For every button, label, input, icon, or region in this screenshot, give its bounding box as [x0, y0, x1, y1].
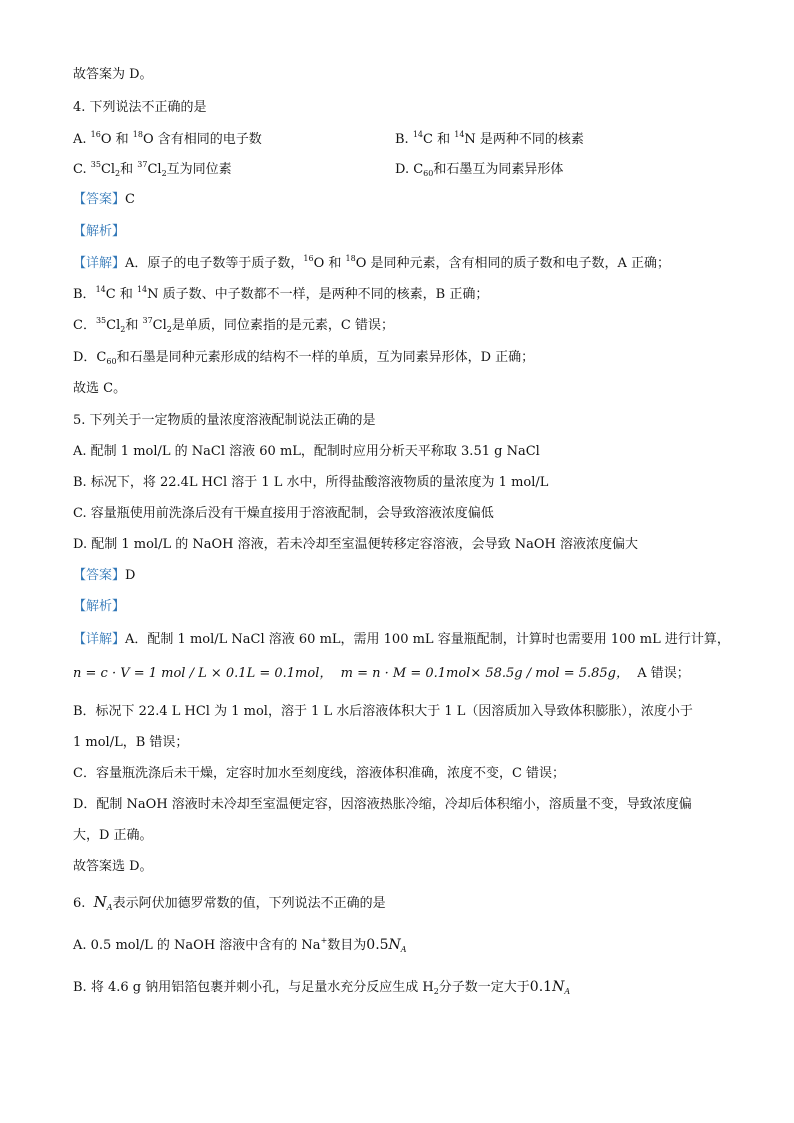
- question-6-stem: 6. $N_A$表示阿伏加德罗常数的值，下列说法不正确的是: [73, 893, 386, 912]
- q5-detail-b-line1: B．标况下 22.4 L HCl 为 1 mol，溶于 1 L 水后溶液体积大于 1 L（因溶质加入导致体积膨胀），浓度小于: [73, 704, 693, 719]
- q5-option-d: D. 配制 1 mol/L 的 NaOH 溶液，若未冷却至室温便转移定容溶液，会导致 NaOH 溶液浓度偏大: [73, 537, 638, 552]
- q5-answer: 【答案】D: [73, 568, 136, 583]
- q4-detail-a: 【详解】A．原子的电子数等于质子数，$^{16}$O 和 $^{18}$O 是同种元素，含有相同的质子数和电子数，A 正确；: [73, 254, 671, 271]
- q4-option-d: D. $C_{60}$和石墨互为同素异形体: [395, 162, 564, 178]
- q4-answer: 【答案】C: [73, 192, 135, 207]
- q5-option-b: B. 标况下，将 22.4L HCl 溶于 1 L 水中，所得盐酸溶液物质的量浓度为 1 mol/L: [73, 475, 549, 490]
- q5-detail-a-formula: n = c · V = 1 mol / L × 0.1L = 0.1mol， m = n · M = 0.1mol× 58.5g / mol = 5.85g， A 错误；: [73, 666, 690, 681]
- q5-option-c: C. 容量瓶使用前洗涤后没有干燥直接用于溶液配制，会导致溶液浓度偏低: [73, 506, 494, 521]
- q5-detail-d-line2: 大，D 正确。: [73, 828, 153, 843]
- question-4-stem: 4. 下列说法不正确的是: [73, 100, 207, 115]
- q4-detail-d: D．$C_{60}$和石墨是同种元素形成的结构不一样的单质，互为同素异形体，D 正确；: [73, 350, 535, 366]
- q4-option-c: C. $^{35}Cl_2$和 $^{37}Cl_2$互为同位素: [73, 160, 232, 178]
- q4-option-b: B. $^{14}$C 和 $^{14}$N 是两种不同的核素: [395, 130, 584, 147]
- q5-analysis-tag: 【解析】: [73, 599, 126, 614]
- q5-detail-c: C．容量瓶洗涤后未干燥，定容时加水至刻度线，溶液体积准确，浓度不变，C 错误；: [73, 766, 566, 781]
- q5-option-a: A. 配制 1 mol/L 的 NaCl 溶液 60 mL，配制时应用分析天平称取 3.51 g NaCl: [73, 444, 540, 459]
- q5-detail-a-line1: 【详解】A．配制 1 mol/L NaCl 溶液 60 mL，需用 100 mL 容量瓶配制，计算时也需要用 100 mL 进行计算，: [73, 632, 730, 647]
- q5-detail-d-line1: D．配制 NaOH 溶液时未冷却至室温便定容，因溶液热胀冷缩，冷却后体积缩小，溶质量不变，导致浓度偏: [73, 797, 692, 812]
- formula-m: m = n · M = 0.1mol× 58.5g / mol = 5.85g，: [340, 666, 630, 681]
- formula-n: n = c · V = 1 mol / L × 0.1L = 0.1mol，: [73, 666, 333, 681]
- q5-conclusion: 故答案选 D。: [73, 859, 153, 874]
- previous-conclusion: 故答案为 D。: [73, 67, 153, 82]
- q4-option-a: A. $^{16}$O 和 $^{18}$O 含有相同的电子数: [73, 130, 262, 147]
- question-5-stem: 5. 下列关于一定物质的量浓度溶液配制说法正确的是: [73, 413, 376, 428]
- q4-analysis-tag: 【解析】: [73, 224, 126, 239]
- q4-detail-b: B．$^{14}$C 和 $^{14}$N 质子数、中子数都不一样，是两种不同的核素，B 正确；: [73, 285, 489, 302]
- q6-option-b: B. 将 4.6 g 钠用铝箔包裹并刺小孔，与足量水充分反应生成 $H_2$分子数一定大于$0.1N_A$: [73, 979, 571, 996]
- q6-option-a: A. 0.5 mol/L 的 NaOH 溶液中含有的 Na+数目为$0.5N_A$: [73, 936, 407, 954]
- q4-conclusion: 故选 C。: [73, 381, 127, 396]
- q5-detail-b-line2: 1 mol/L，B 错误；: [73, 735, 189, 750]
- q4-detail-c: C．$^{35}Cl_2$和 $^{37}Cl_2$是单质，同位素指的是元素，C 错误；: [73, 316, 394, 334]
